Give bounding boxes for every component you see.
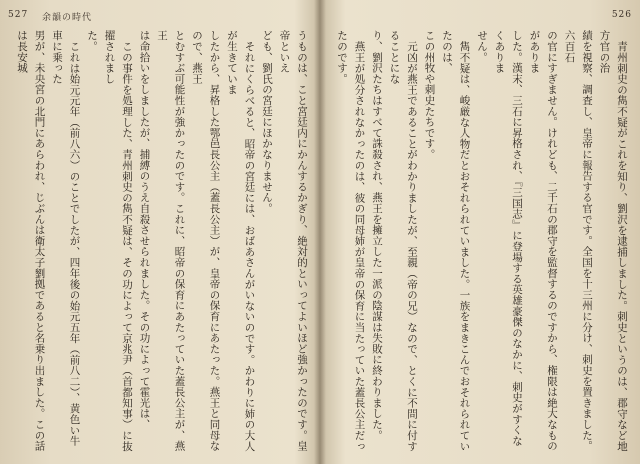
- left-page-body: [10, 30, 310, 455]
- text-column: の官にすぎません。けれども、二千石の郡守を監督するのですから、権限は絶大なものがありま: [528, 30, 558, 452]
- text-column: うものは、こと宮廷内にかんするかぎり、絶対的といってよいほど強かったのです。皇帝といえ: [278, 30, 308, 452]
- text-column: これは始元元年（前八六）のことでしたが、四年後の始元五年（前八二）、黄色い牛車に乗った: [51, 30, 81, 446]
- text-column: [330, 30, 333, 455]
- right-page: [322, 0, 640, 464]
- text-column: したから、昇格した鄂邑長公主（蓋長公主）が、皇帝の保育にあたった。燕王と同母なので、燕王: [191, 30, 221, 452]
- text-column: とむすぶ可能性が強かったのです。これに、昭帝の保育にあたっていた蓋長公主が、燕王: [156, 30, 186, 452]
- text-column: り、劉沢たちはすべて誅殺され、燕王を擁立した一派の陰謀は失敗に終わりました。: [371, 30, 383, 441]
- text-column: 雋不疑は、峻厳な人物だとおそれられていました。一族をまきこんでおそれられていたのは、: [441, 30, 471, 451]
- text-column: せん。: [476, 30, 488, 63]
- right-page-body: [330, 30, 630, 455]
- text-column: 男が、未央宮の北門にあらわれ、じぶんは衛太子劉拠であると名乗り出ました。この話は長安城: [16, 30, 46, 452]
- text-column: [10, 30, 13, 455]
- text-column: 青州刺史の雋不疑がこれを知り、劉沢を逮捕しました。刺史というのは、郡守など地方官の治: [598, 30, 628, 451]
- text-column: 元凶が燕王であることがわかりましたが、至親（帝の兄）なので、とくに不問に付することにな: [388, 30, 418, 451]
- text-column: た。: [86, 30, 98, 52]
- text-column: は命拾いをしましたが、捕縛のうえ自殺させられました。その功によって霍光は、: [138, 30, 151, 430]
- text-column: ども、劉氏の宮廷にほかなりません。: [261, 30, 273, 214]
- text-column: した。漢末、三石に昇格され、『三国志』に登場する英雄豪傑のなかに、刺史がすくなくありま: [493, 30, 523, 446]
- text-column: この事件を処理した、青州刺史の雋不疑は、その功によって京兆尹（首都知事）に抜擢されまし: [103, 30, 133, 451]
- text-column: それにくらべると、昭帝の宮廷には、おばあさんがいないのです。かわりに姉の大人が生きていま: [226, 30, 256, 451]
- left-page: [0, 0, 318, 464]
- running-head: 余韻の時代: [42, 13, 93, 23]
- text-column: 燕王が処分されなかったのは、彼の同母姉が皇帝の保育に当たっていた蓋長公主だったのです。: [336, 30, 366, 451]
- right-page-number: 526: [611, 10, 632, 20]
- left-page-number: 527: [8, 10, 29, 20]
- text-column: この州牧や刺史たちです。: [423, 30, 436, 160]
- text-column: 績を視察、調査し、皇帝に報告する官です。全国を十三州に分け、刺史を置きました。六百石: [563, 30, 593, 452]
